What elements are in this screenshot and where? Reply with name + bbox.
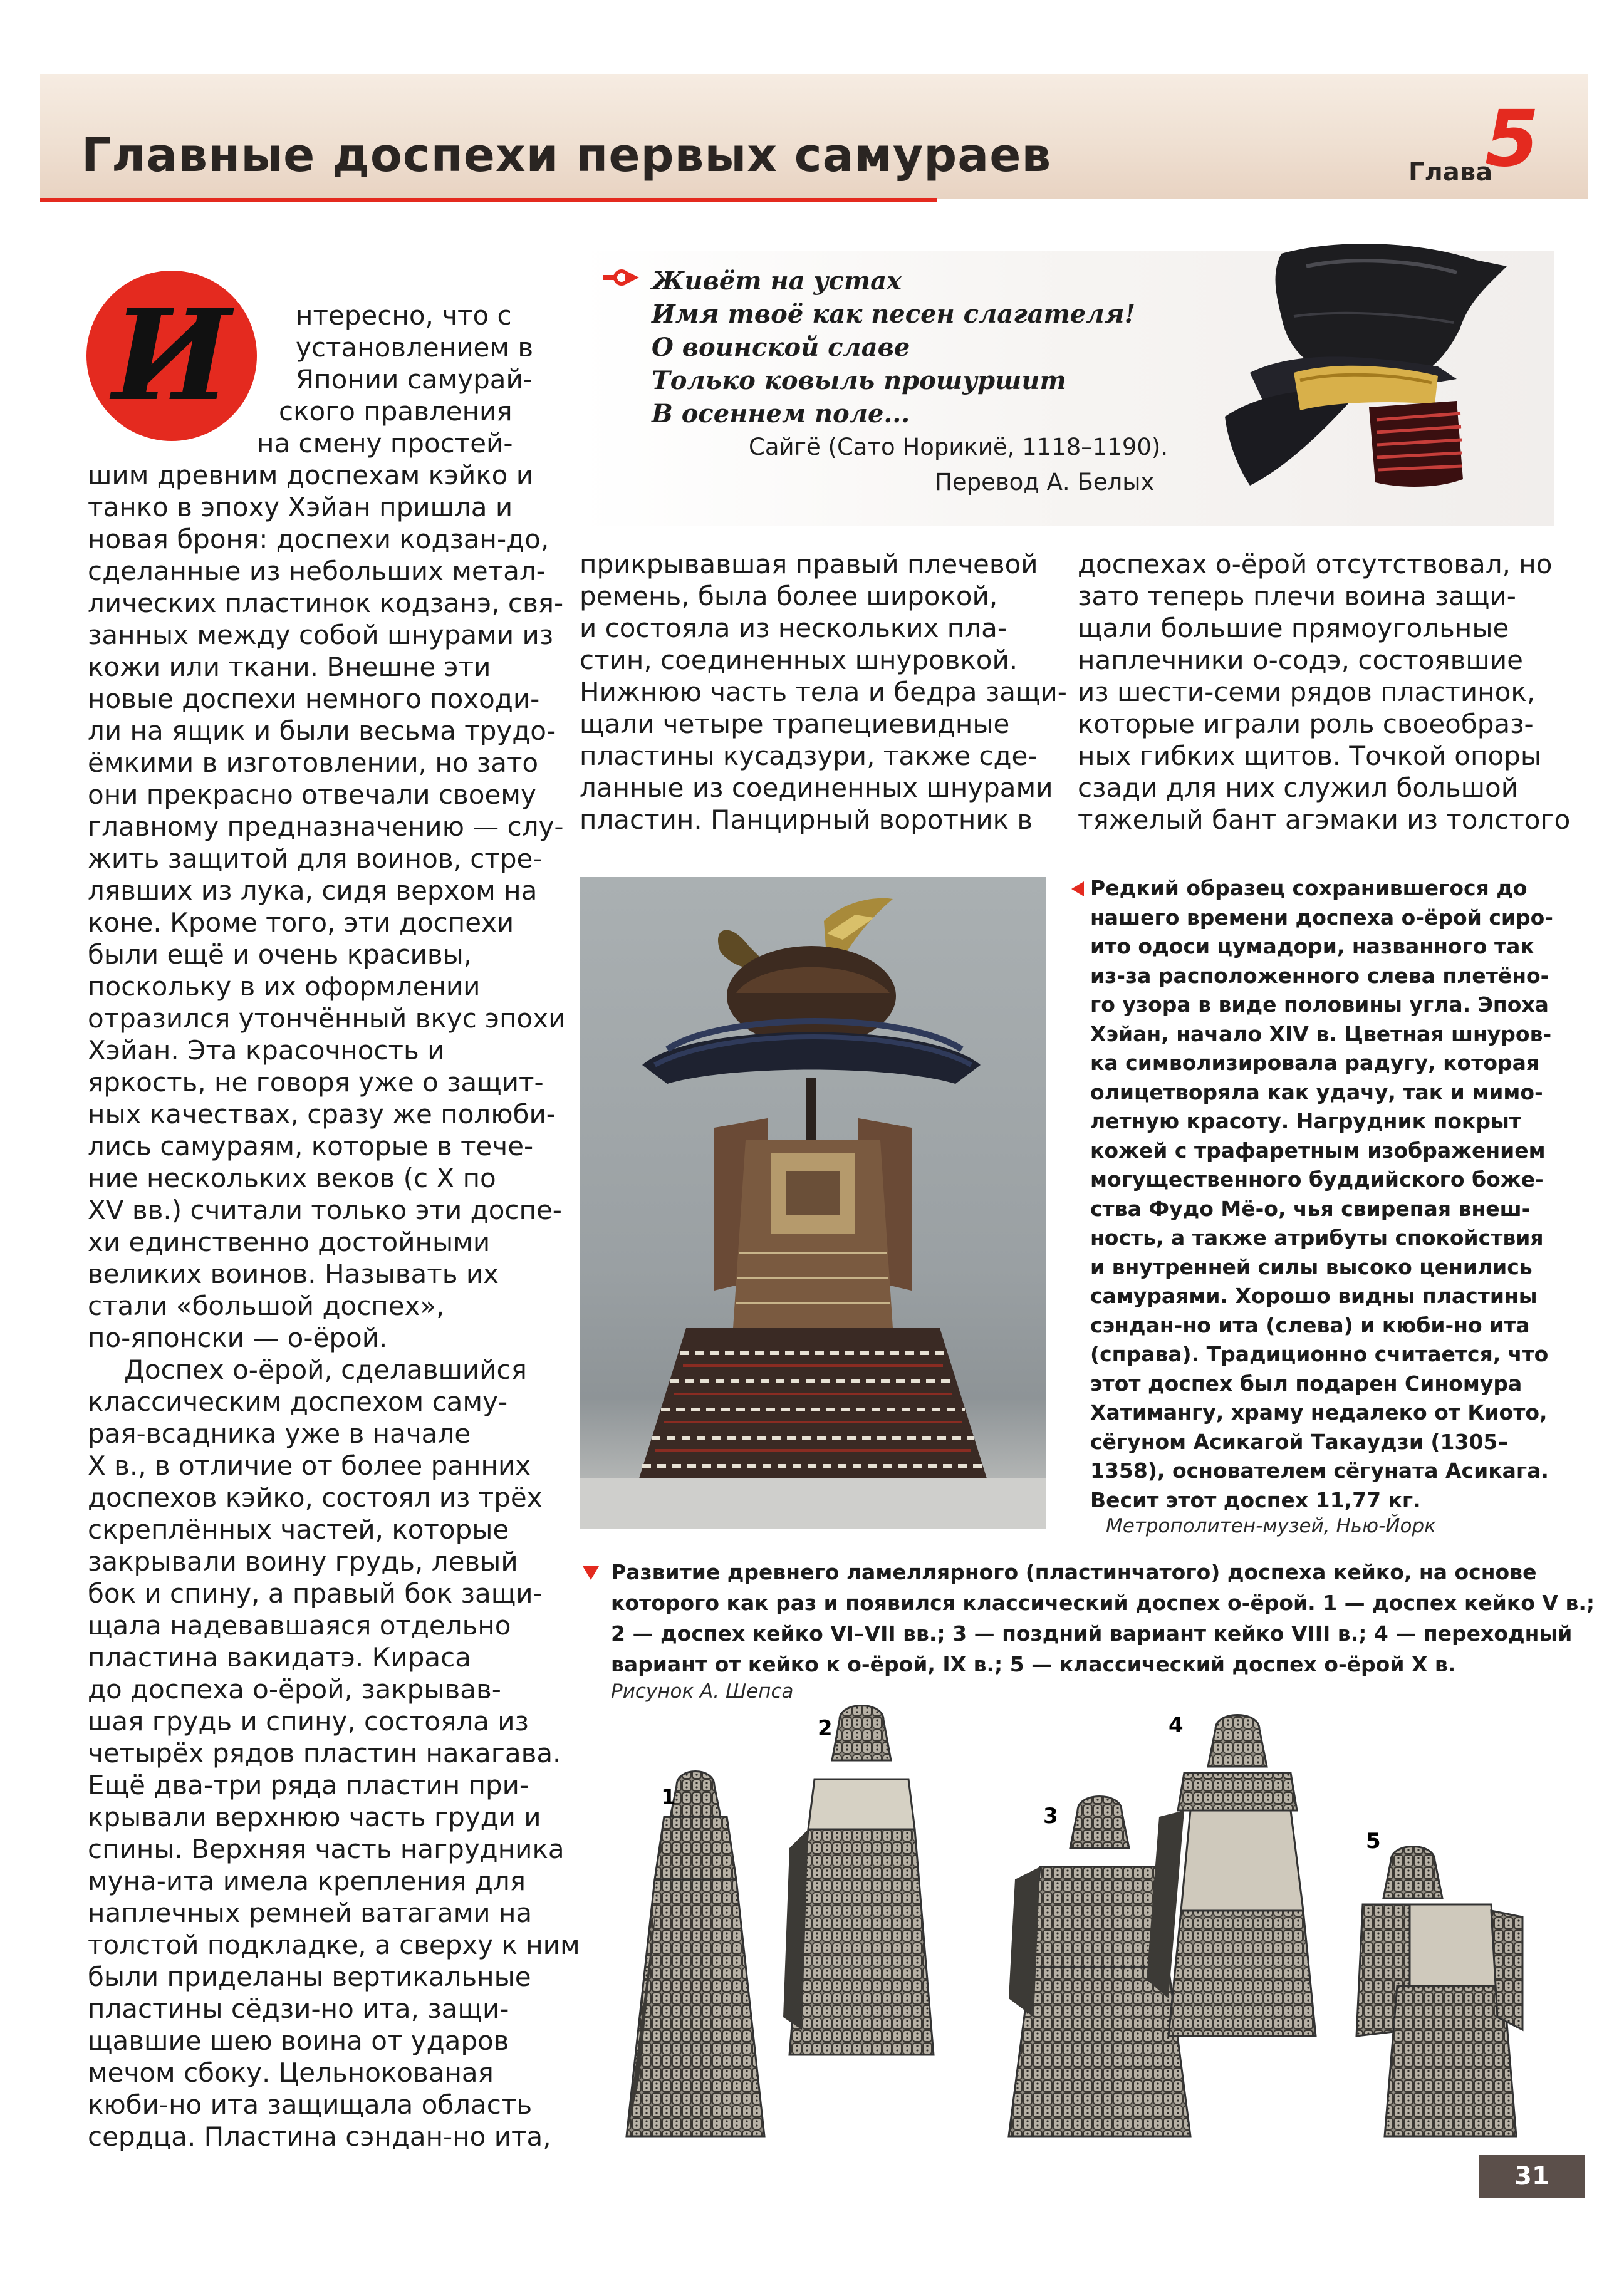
armor-label-3: 3 (1043, 1804, 1058, 1829)
caption-line: ка символизировала радугу, которая (1090, 1051, 1540, 1075)
text-line: шим древним доспехам кэйко и (88, 460, 534, 491)
caption-line: летную красоту. Нагрудник покрыт (1090, 1109, 1521, 1133)
text-line: они прекрасно отвечали своему (88, 779, 536, 810)
text-line: были приделаны вертикальные (88, 1961, 531, 1992)
text-line: танко в эпоху Хэйан пришла и (88, 492, 513, 522)
caption-line: этот доспех был подарен Синомура (1090, 1371, 1522, 1396)
text-line: Нижнюю часть тела и бедра защи- (580, 677, 1067, 707)
epigraph-verse (652, 264, 1135, 430)
verse-line: В осеннем поле... (652, 399, 910, 429)
page-title: Главные доспехи первых самураев (81, 128, 1052, 182)
armor-drawing-5 (1356, 1847, 1522, 2137)
caption-line: (справа). Традиционно считается, что (1090, 1342, 1549, 1366)
text-line: щали четыре трапециевидные (580, 709, 1010, 739)
text-line: мечом сбоку. Цельнокованая (88, 2057, 494, 2088)
text-line: муна-ита имела крепления для (88, 1866, 526, 1896)
chapter-number: 5 (1485, 94, 1539, 184)
verse-line: Имя твоё как песен слагателя! (652, 299, 1136, 329)
text-line: были ещё и очень красивы, (88, 939, 472, 970)
text-line: лических пластинок кодзанэ, свя- (88, 588, 564, 618)
caption-line: сэндан-но ита (слева) и кюби-но ита (1090, 1312, 1530, 1338)
text-line: доспехах о-ёрой отсутствовал, но (1078, 549, 1553, 579)
text-line: из шести-семи рядов пластинок, (1078, 677, 1536, 707)
text-line: ского правления (279, 396, 513, 427)
text-line: закрывали воину грудь, левый (88, 1546, 518, 1577)
text-line: ние нескольких веков (с X по (88, 1163, 496, 1193)
caption-line: 1358), основателем сёгуната Асикага. (1090, 1458, 1549, 1483)
caption-line: из-за расположенного слева плетёно- (1090, 963, 1549, 988)
text-line: скреплённых частей, которые (88, 1514, 509, 1545)
text-line: по-японски — о-ёрой. (88, 1322, 388, 1353)
armor-label-5: 5 (1366, 1829, 1381, 1854)
text-line: зато теперь плечи воина защи- (1078, 581, 1516, 611)
text-line: сердца. Пластина сэндан-но ита, (88, 2121, 551, 2152)
text-line: на смену простей- (257, 428, 513, 459)
epigraph-author: Сайгё (Сато Норикиё, 1118–1190). (749, 434, 1169, 460)
text-line: поскольку в их оформлении (88, 971, 481, 1002)
text-line: щала надевавшаяся отдельно (88, 1610, 511, 1641)
text-line: коне. Кроме того, эти доспехи (88, 907, 514, 938)
text-line: и состояла из нескольких пла- (580, 613, 1007, 643)
helmet-illustration (1212, 241, 1563, 504)
drawing-caption (611, 1557, 1595, 1680)
text-line: Хэйан. Эта красочность и (88, 1035, 445, 1066)
caption-line: ито одоси цумадори, названного так (1090, 934, 1534, 958)
verse-line: Живёт на устах (652, 266, 902, 296)
text-line: крывали верхнюю часть груди и (88, 1802, 541, 1832)
caption-line: Хэйан, начало XIV в. Цветная шнуров- (1090, 1021, 1552, 1046)
caption-line: Редкий образец сохранившегося до (1090, 876, 1528, 900)
text-line: пластин. Панцирный воротник в (580, 804, 1033, 835)
caption-line: ства Фудо Мё-о, чья свирепая внеш- (1090, 1196, 1531, 1221)
text-line: нтересно, что с (296, 300, 512, 331)
text-line: главному предназначению — слу- (88, 811, 564, 842)
caption-line: которого как раз и появился классический доспех о-ёрой. 1 — доспех кейко V в.; (611, 1591, 1595, 1615)
caption-line: Хатимангу, храму недалеко от Киото, (1090, 1400, 1548, 1425)
caption-line: вариант от кейко к о-ёрой, IX в.; 5 — классический доспех о-ёрой X в. (611, 1652, 1456, 1676)
text-line: тяжелый бант агэмаки из толстого (1078, 804, 1571, 835)
text-line: толстой подкладке, а сверху к ним (88, 1930, 580, 1960)
caption-line: самураями. Хорошо видны пластины (1090, 1284, 1538, 1308)
armor-label-4: 4 (1169, 1713, 1184, 1738)
caption-line: Развитие древнего ламеллярного (пластинчатого) доспеха кейко, на основе (611, 1560, 1537, 1584)
text-line: доспехов кэйко, состоял из трёх (88, 1482, 543, 1513)
caption-line: 2 — доспех кейко VI–VII вв.; 3 — поздний вариант кейко VIII в.; 4 — переходный (611, 1621, 1573, 1646)
photo-credit: Метрополитен-музей, Нью-Йорк (1106, 1515, 1436, 1537)
caption-line: нашего времени доспеха о-ёрой сиро- (1090, 905, 1553, 930)
text-line: ланные из соединенных шнурами (580, 772, 1053, 803)
caption-line: ность, а также атрибуты спокойствия (1090, 1225, 1544, 1250)
text-line: ремень, была более широкой, (580, 581, 998, 611)
drawing-credit: Рисунок А. Шепса (611, 1680, 794, 1703)
quote-marker-icon (603, 268, 639, 287)
epigraph-translator: Перевод А. Белых (935, 469, 1155, 496)
verse-line: О воинской славе (652, 333, 910, 362)
text-line: ных гибких щитов. Точкой опоры (1078, 740, 1541, 771)
armor-label-1: 1 (661, 1785, 676, 1810)
text-line: шая грудь и спину, состояла из (88, 1706, 529, 1737)
caption-line: и внутренней силы высоко ценились (1090, 1254, 1533, 1279)
text-line: ли на ящик и были весьма трудо- (88, 715, 556, 746)
text-line: стали «большой доспех», (88, 1291, 445, 1321)
text-line: наплечных ремней ватагами на (88, 1898, 533, 1928)
caption-line: олицетворяла как удачу, так и мимо- (1090, 1079, 1543, 1104)
caption-line: кожей с трафаретным изображением (1090, 1138, 1546, 1163)
text-line: щали большие прямоугольные (1078, 613, 1509, 643)
text-line: щавшие шею воина от ударов (88, 2025, 509, 2056)
text-line: отразился утончённый вкус эпохи (88, 1003, 566, 1034)
text-line: рая-всадника уже в начале (88, 1418, 471, 1449)
text-line: прикрывавшая правый плечевой (580, 549, 1038, 579)
text-line: кюби-но ита защищала область (88, 2089, 533, 2120)
text-line: сделанные из небольших метал- (88, 556, 546, 586)
text-line: до доспеха о-ёрой, закрывав- (88, 1674, 501, 1705)
text-line: спины. Верхняя часть нагрудника (88, 1834, 565, 1864)
armor-photo (580, 877, 1046, 1529)
caption-line: го узора в виде половины угла. Эпоха (1090, 992, 1549, 1017)
article-column-1-body (88, 459, 580, 2153)
armor-label-2: 2 (818, 1716, 833, 1741)
text-line: стин, соединенных шнуровкой. (580, 645, 1018, 675)
caption-line: могущественного буддийского боже- (1090, 1167, 1544, 1192)
text-line: пластины сёдзи-но ита, защи- (88, 1993, 509, 2024)
text-line: классическим доспехом саму- (88, 1386, 508, 1417)
header-underline (40, 198, 937, 202)
text-line: Японии самурай- (296, 364, 533, 395)
text-line: новая броня: доспехи кодзан-до, (88, 524, 549, 554)
article-column-3 (1078, 548, 1570, 836)
text-line: X в., в отличие от более ранних (88, 1450, 531, 1481)
text-line: наплечники о-содэ, состоявшие (1078, 645, 1523, 675)
text-line: ных качествах, сразу же полюби- (88, 1099, 556, 1130)
text-line: Доспех о-ёрой, сделавшийся (124, 1354, 527, 1385)
text-line: яркость, не говоря уже о защит- (88, 1067, 544, 1098)
text-line: великих воинов. Называть их (88, 1259, 499, 1289)
text-line: Ещё два-три ряда пластин при- (88, 1770, 529, 1800)
caption-pointer-down-icon (583, 1566, 599, 1580)
dropcap-letter: И (112, 282, 231, 429)
verse-line: Только ковыль прошуршит (652, 366, 1066, 395)
text-line: установлением в (296, 332, 534, 363)
text-line: хи единственно достойными (88, 1227, 491, 1257)
text-line: бок и спину, а правый бок защи- (88, 1578, 543, 1609)
text-line: XV вв.) считали только эти доспе- (88, 1195, 562, 1225)
text-line: жить защитой для воинов, стре- (88, 843, 543, 874)
page-number: 31 (1514, 2162, 1549, 2191)
armor-drawing-2 (783, 1706, 934, 2055)
armor-evolution-drawings (601, 1704, 1585, 2155)
text-line: лявших из лука, сидя верхом на (88, 875, 538, 906)
caption-line: Весит этот доспех 11,77 кг. (1090, 1487, 1421, 1512)
text-line: занных между собой шнурами из (88, 620, 554, 650)
text-line: новые доспехи немного походи- (88, 683, 540, 714)
text-line: сзади для них служил большой (1078, 772, 1519, 803)
text-line: четырёх рядов пластин накагава. (88, 1738, 561, 1769)
chapter-label: Глава (1408, 158, 1493, 187)
text-line: пластины кусадзури, также сде- (580, 740, 1038, 771)
caption-pointer-icon (1071, 881, 1084, 896)
text-line: лись самураям, которые в тече- (88, 1131, 534, 1161)
text-line: ёмкими в изготовлении, но зато (88, 747, 539, 778)
text-line: пластина вакидатэ. Кираса (88, 1642, 471, 1673)
armor-photo-drawing (580, 877, 1046, 1529)
text-line: кожи или ткани. Внешне эти (88, 652, 491, 682)
text-line: которые играли роль своеобраз- (1078, 709, 1534, 739)
caption-line: сёгуном Асикагой Такаудзи (1305– (1090, 1429, 1508, 1454)
photo-caption (1090, 874, 1553, 1515)
article-column-2 (580, 548, 1067, 836)
armor-drawing-1 (627, 1772, 764, 2137)
